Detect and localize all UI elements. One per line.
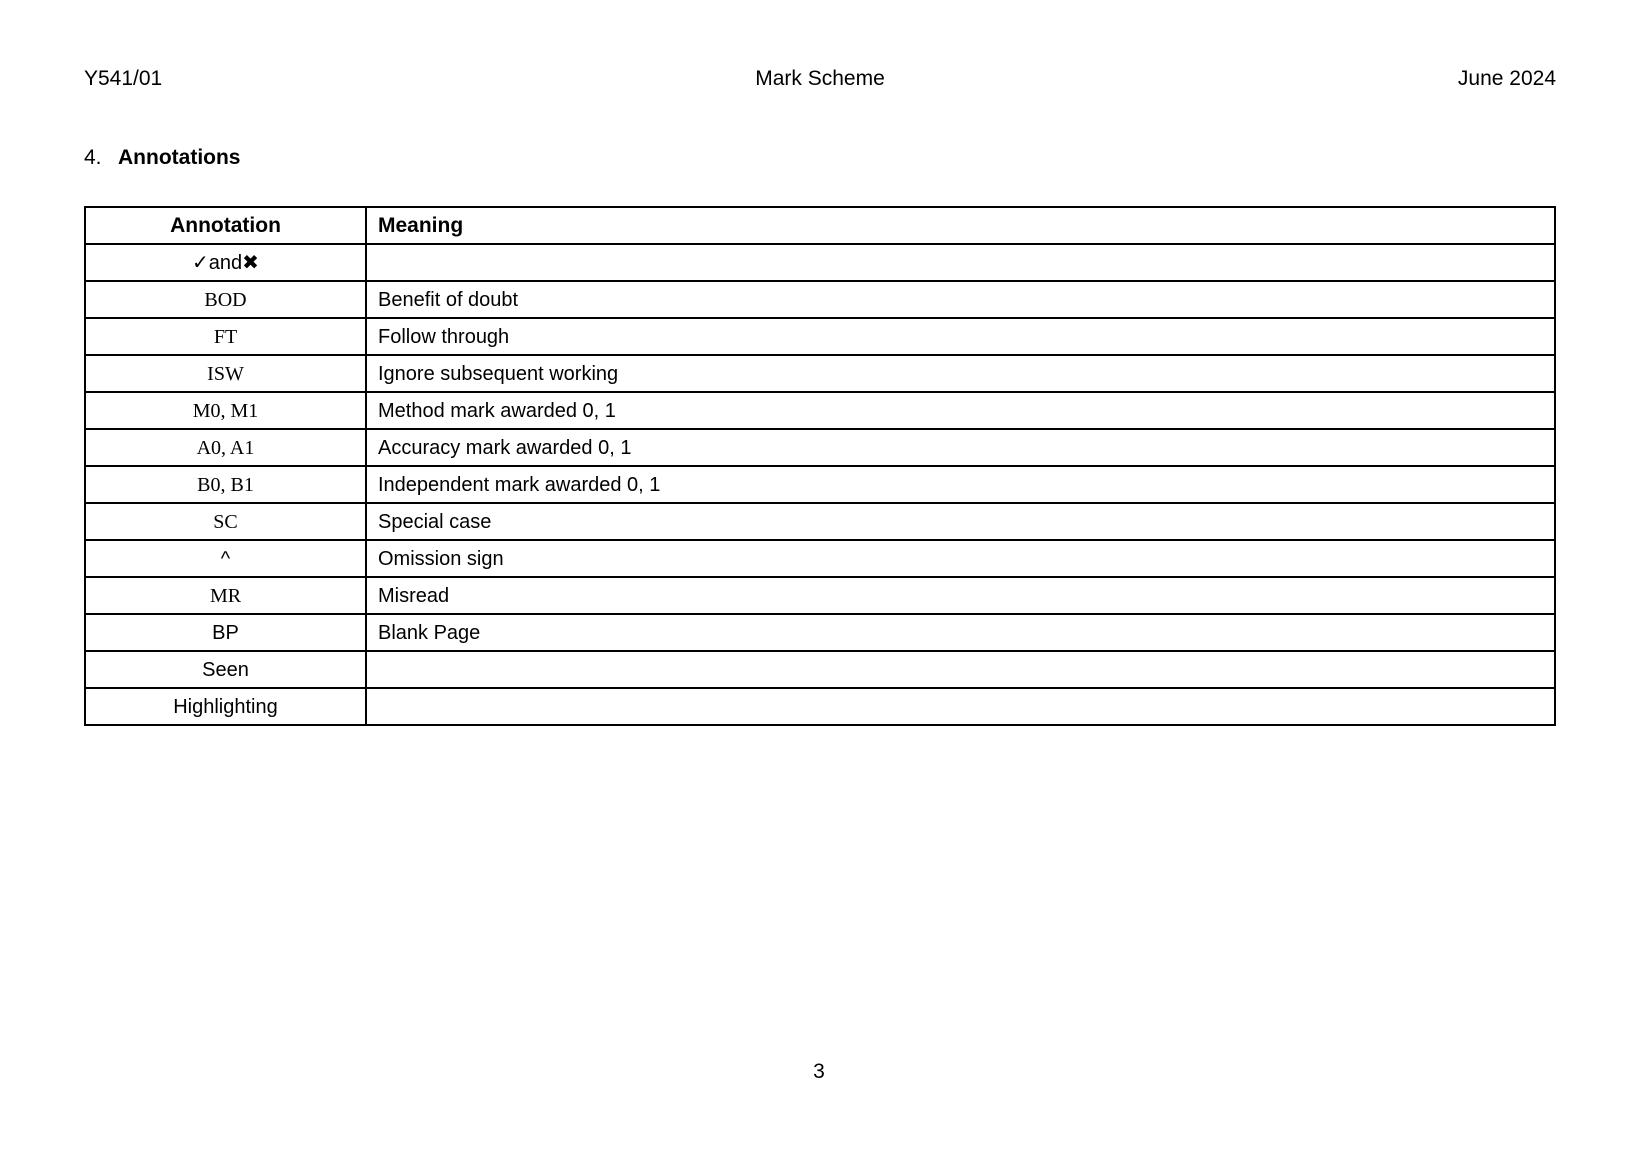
- annotation-code: Highlighting: [85, 688, 366, 725]
- annotation-meaning: Special case: [366, 503, 1555, 540]
- table-row: [85, 281, 1555, 318]
- annotation-code: FT: [85, 318, 366, 355]
- table-row: [85, 614, 1555, 651]
- column-header-annotation: Annotation: [85, 207, 366, 244]
- annotation-code: ^: [85, 540, 366, 577]
- page-header: [84, 68, 1556, 89]
- annotation-meaning: Benefit of doubt: [366, 281, 1555, 318]
- table-row: [85, 392, 1555, 429]
- annotation-meaning: [366, 651, 1555, 688]
- annotations-table-body: [85, 244, 1555, 725]
- annotation-code: ✓and✖: [85, 244, 366, 281]
- doc-code: Y541/01: [84, 67, 163, 90]
- annotation-code: Seen: [85, 651, 366, 688]
- table-row: [85, 540, 1555, 577]
- page-footer: [0, 1060, 1638, 1084]
- table-row: [85, 577, 1555, 614]
- table-row: [85, 355, 1555, 392]
- annotation-code: A0, A1: [85, 429, 366, 466]
- annotation-code: BP: [85, 614, 366, 651]
- annotation-meaning: Method mark awarded 0, 1: [366, 392, 1555, 429]
- annotation-meaning: [366, 244, 1555, 281]
- table-row: [85, 503, 1555, 540]
- annotations-table: [84, 206, 1556, 726]
- doc-title: Mark Scheme: [755, 67, 885, 90]
- doc-date: June 2024: [1457, 67, 1557, 90]
- annotation-meaning: Follow through: [366, 318, 1555, 355]
- annotation-code: MR: [85, 577, 366, 614]
- table-row: [85, 244, 1555, 281]
- annotation-code: SC: [85, 503, 366, 540]
- annotation-meaning: Ignore subsequent working: [366, 355, 1555, 392]
- table-row: [85, 688, 1555, 725]
- annotation-code: M0, M1: [85, 392, 366, 429]
- section-title: Annotations: [118, 146, 241, 169]
- section-heading: [84, 147, 240, 169]
- annotation-code: B0, B1: [85, 466, 366, 503]
- annotation-meaning: Omission sign: [366, 540, 1555, 577]
- table-row: [85, 318, 1555, 355]
- column-header-meaning: Meaning: [366, 207, 1555, 244]
- annotation-code: BOD: [85, 281, 366, 318]
- annotation-meaning: Misread: [366, 577, 1555, 614]
- annotation-meaning: Blank Page: [366, 614, 1555, 651]
- page-number: 3: [813, 1060, 825, 1083]
- annotation-meaning: Independent mark awarded 0, 1: [366, 466, 1555, 503]
- annotation-meaning: [366, 688, 1555, 725]
- table-header-row: [85, 207, 1555, 244]
- annotation-code: ISW: [85, 355, 366, 392]
- table-row: [85, 651, 1555, 688]
- section-number: 4.: [84, 146, 102, 169]
- table-row: [85, 429, 1555, 466]
- table-row: [85, 466, 1555, 503]
- annotation-meaning: Accuracy mark awarded 0, 1: [366, 429, 1555, 466]
